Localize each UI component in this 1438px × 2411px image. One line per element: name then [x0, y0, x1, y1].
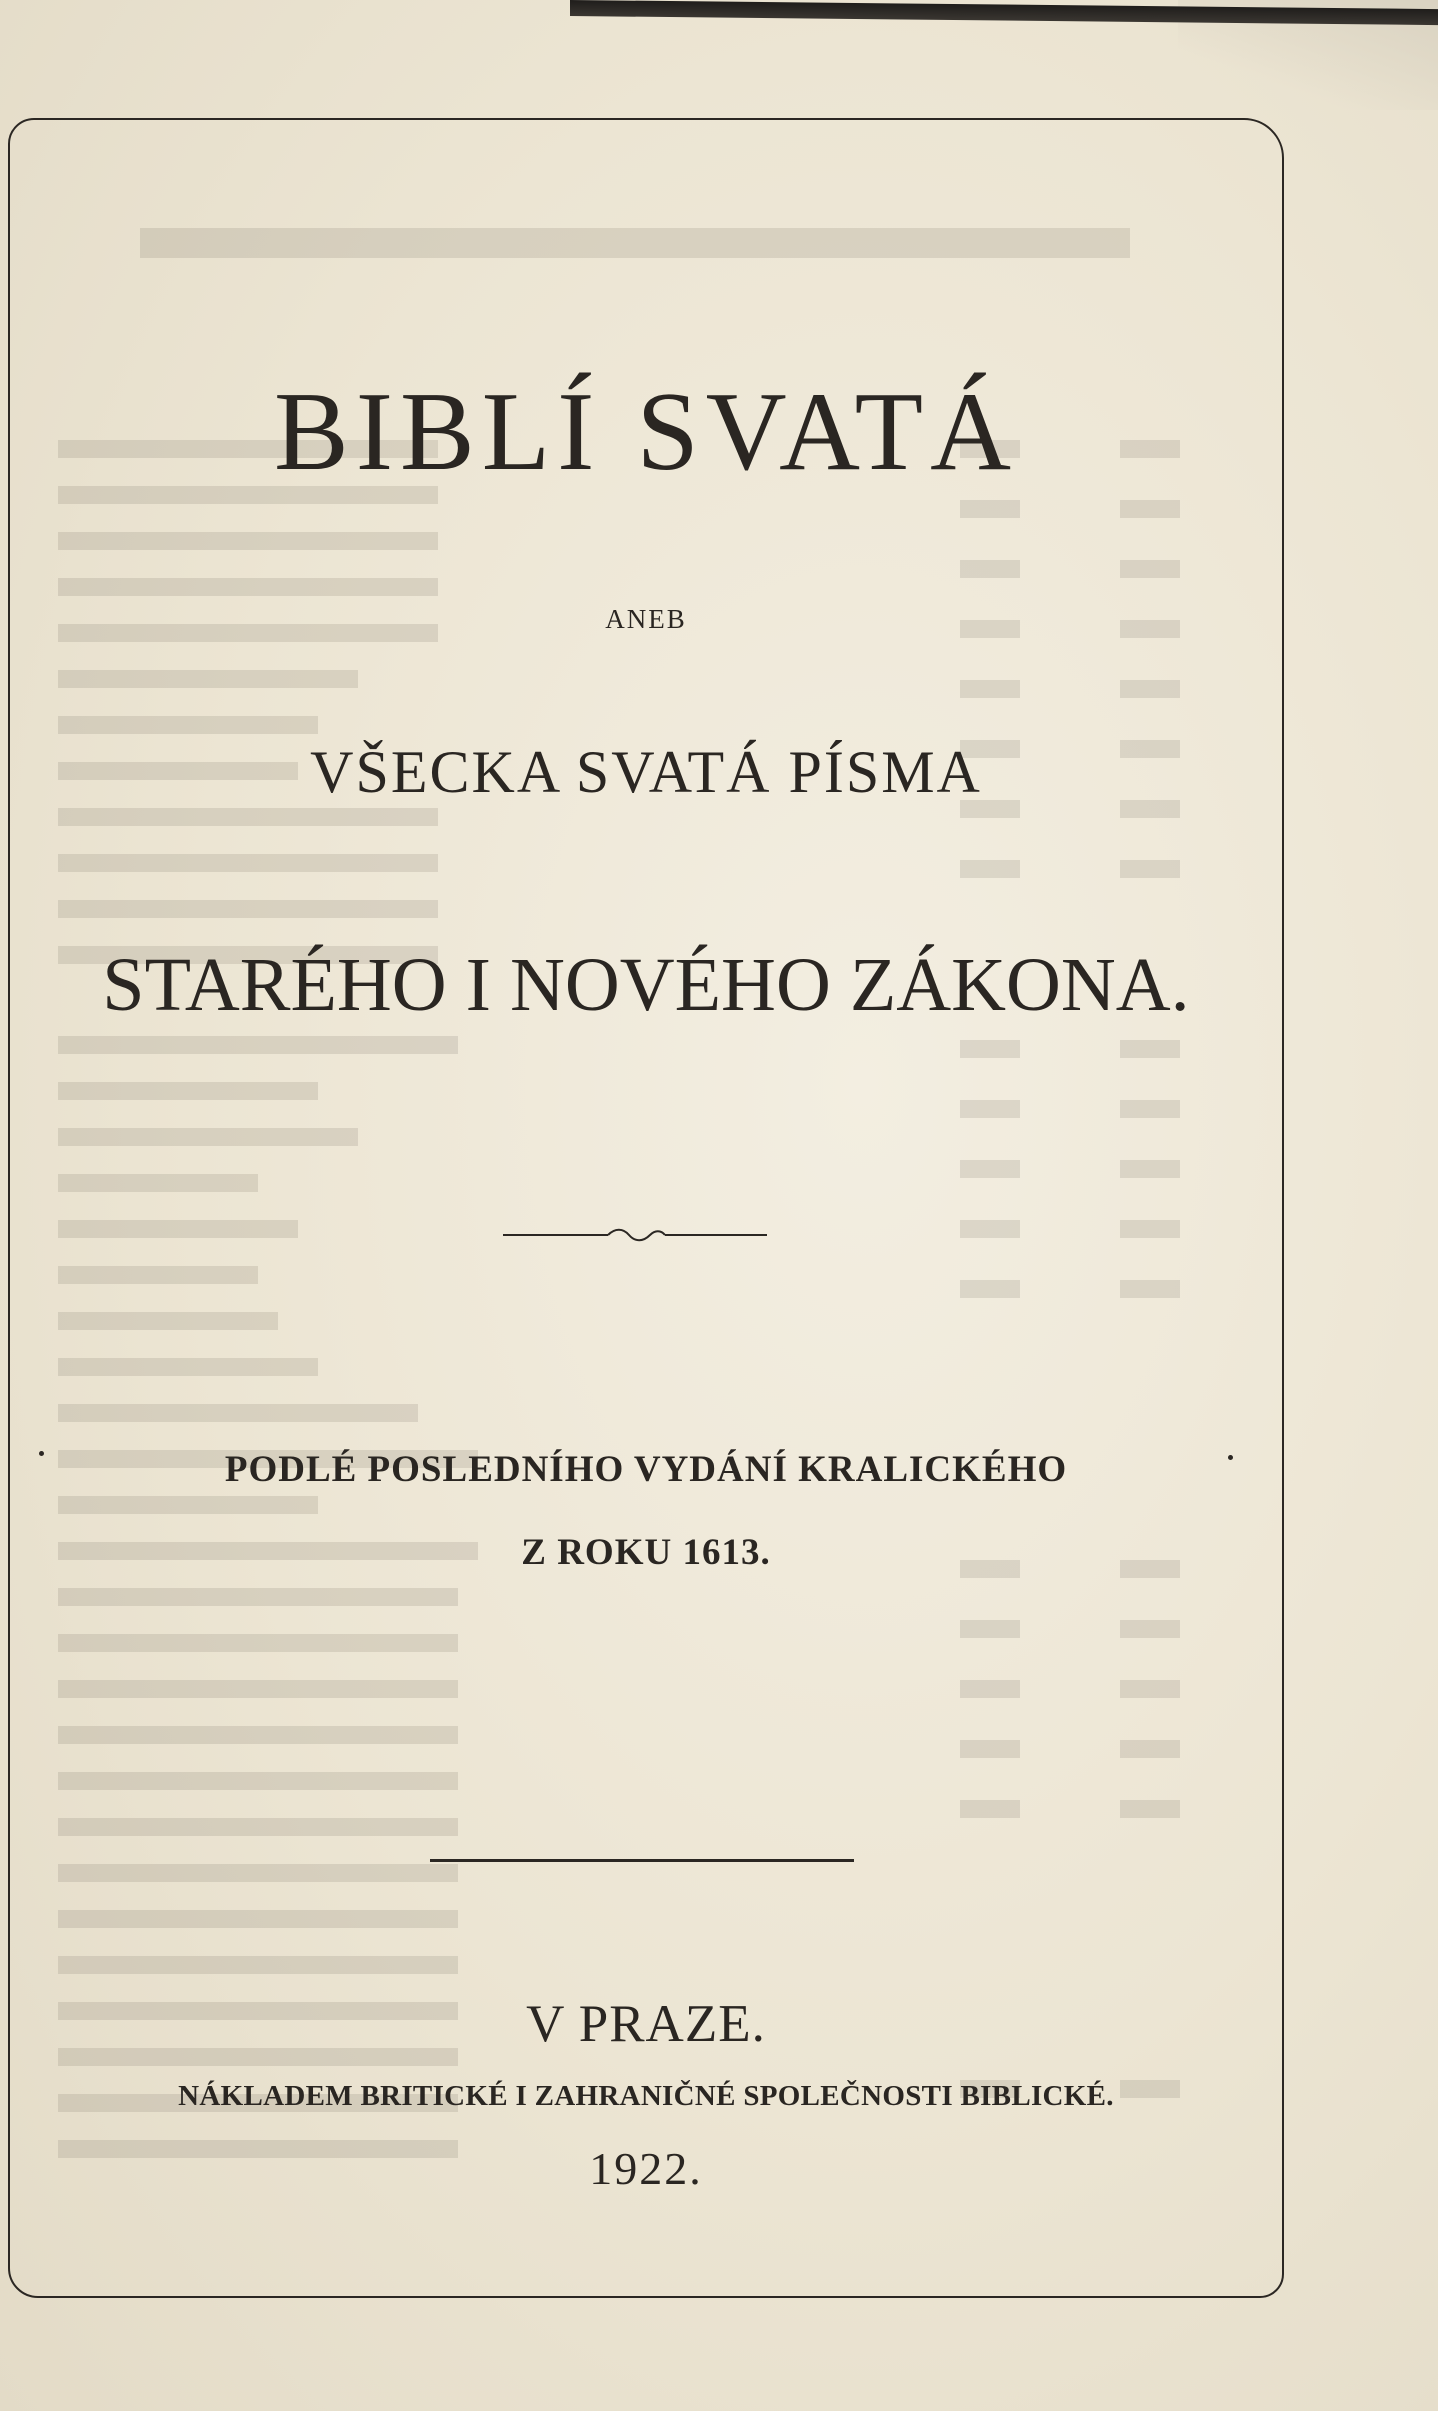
edition-line: PODLÉ POSLEDNÍHO VYDÁNÍ KRALICKÉHO [224, 1449, 1068, 1490]
publisher-line: NÁKLADEM BRITICKÉ I ZAHRANIČNÉ SPOLEČNOSTI BIBLICKÉ. [178, 2080, 1114, 2112]
subtitle-line: VŠECKA SVATÁ PÍSMA [310, 739, 982, 805]
publication-year: 1922. [589, 2143, 703, 2194]
ornament-divider [503, 1223, 767, 1247]
testaments-line: STARÉHO I NOVÉHO ZÁKONA. [102, 943, 1190, 1027]
main-title: BIBLÍ SVATÁ [274, 370, 1018, 494]
conjunction-line: ANEB [605, 604, 687, 634]
horizontal-rule [430, 1859, 854, 1862]
title-page-content [8, 118, 1284, 2298]
place-of-publication: V PRAZE. [526, 1995, 766, 2053]
edition-year-line: Z ROKU 1613. [521, 1532, 771, 1573]
